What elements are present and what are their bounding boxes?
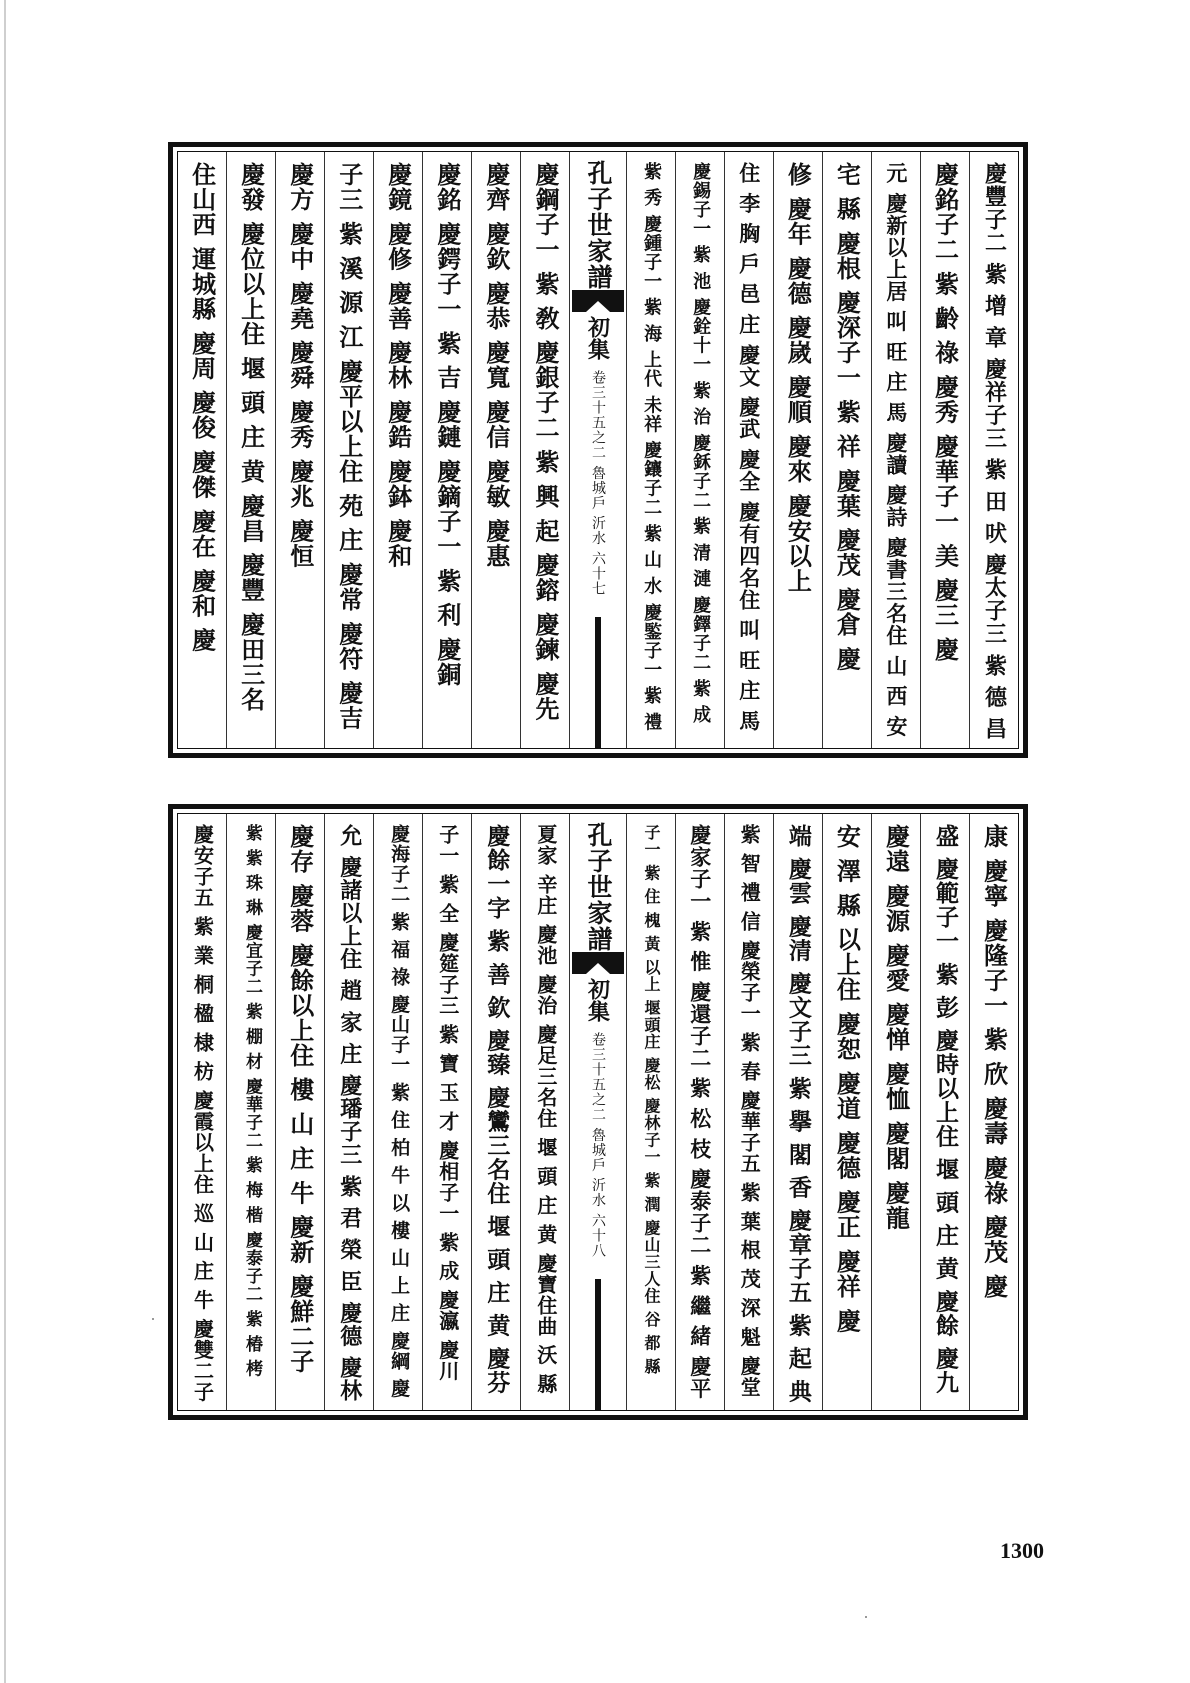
column-text: 端 慶雲 慶清 慶文子三 紫 擧 閣 香 慶章子五 紫 起 典: [784, 824, 812, 1404]
text-column: [969, 814, 1018, 1410]
column-text: 子一 紫 全 慶筵子三 紫 寶 玉 才 慶相子一 紫 成 慶瀛 慶川: [435, 824, 460, 1382]
text-column: [178, 814, 226, 1410]
text-column: [373, 814, 422, 1410]
text-column: [920, 814, 969, 1410]
text-column: [822, 152, 871, 748]
text-column: [822, 814, 871, 1410]
text-column: [275, 814, 324, 1410]
top-columns: [178, 152, 1018, 748]
text-column: [773, 814, 822, 1410]
text-column: [969, 152, 1018, 748]
text-column: [520, 152, 569, 748]
column-text: 紫 紫 珠 琳 慶宜子二 紫 棚 材 慶華子二 紫 梅 楷 慶泰子二 紫 椿 栲: [241, 824, 262, 1378]
text-column: [226, 814, 275, 1410]
column-text: 元 慶新以上居 叫 旺 庄 馬 慶讀 慶詩 慶書三名住 山 西 安: [883, 162, 909, 738]
column-text: 慶鏡 慶修 慶善 慶林 慶鋯 慶鉢 慶和: [383, 162, 413, 569]
text-column: [422, 814, 471, 1410]
column-text: 康 慶寧 慶隆子一 紫 欣 慶壽 慶祿 慶茂 慶: [979, 824, 1009, 1299]
column-text: 慶齊 慶欽 慶恭 慶寬 慶信 慶敏 慶惠: [481, 162, 511, 569]
bottom-genealogy-page: [168, 804, 1028, 1420]
text-column: [871, 814, 920, 1410]
column-text: 慶遠 慶源 慶愛 慶惮 慶恤 慶閣 慶龍: [881, 824, 911, 1231]
text-column: [422, 152, 471, 748]
text-column: [724, 814, 773, 1410]
volume-label: 卷三十五之二 魯城戶 沂水 六十八: [590, 1032, 606, 1259]
scan-speck: [865, 1616, 867, 1618]
text-column: [675, 814, 724, 1410]
column-text: 慶豐子二 紫 增 章 慶祥子三 紫 田 吠 慶太子三 紫 德 昌: [981, 162, 1008, 741]
volume-label: 卷三十五之二 魯城戶 沂水 六十七: [590, 370, 606, 597]
text-column: [178, 152, 226, 748]
text-column: [626, 814, 675, 1410]
text-column: [520, 814, 569, 1410]
center-spine-column: [569, 814, 625, 1410]
collection-label: 初集: [584, 316, 611, 360]
column-text: 慶發 慶位以上住 堰 頭 庄 黄 慶昌 慶豐 慶田三名: [236, 162, 266, 712]
column-text: 慶銘子二 紫 齡 祿 慶秀 慶華子一 美 慶三 慶: [930, 162, 960, 662]
text-column: [471, 152, 520, 748]
spine-bar: [595, 1279, 601, 1410]
text-column: [471, 814, 520, 1410]
column-text: 慶家子一 紫 惟 慶還子二 紫 松 枝 慶泰子二 紫 繼 緒 慶平: [687, 824, 713, 1400]
text-column: [373, 152, 422, 748]
column-text: 安 澤 縣 以上住 慶恕 慶道 慶德 慶正 慶祥 慶: [832, 824, 862, 1334]
top-genealogy-page: [168, 142, 1028, 758]
text-column: [626, 152, 675, 748]
text-column: [871, 152, 920, 748]
spine-bar: [595, 617, 601, 748]
text-column: [324, 814, 373, 1410]
column-text: 紫 秀 慶鍾子一 紫 海 上代 未祥 慶鑲子二 紫 山 水 慶鍳子一 紫 禮: [641, 162, 663, 732]
text-column: [773, 152, 822, 748]
column-text: 夏家 辛庄 慶池 慶治 慶足三名住 堰 頭 庄 黄 慶寶住曲 沃 縣: [533, 824, 558, 1395]
column-text: 慶海子二 紫 福 祿 慶山子一 紫 住 柏 牛 以 樓 山 上 庄 慶綱 慶: [388, 824, 411, 1399]
column-text: 修 慶年 慶德 慶嵗 慶順 慶來 慶安以上: [783, 162, 813, 594]
column-text: 紫 智 禮 信 慶榮子一 紫 春 慶華子五 紫 葉 根 茂 深 魁 慶堂: [737, 824, 762, 1398]
column-text: 子一 紫 住 槐 黃 以上 堰頭庄 慶松 慶林子一 紫 潤 慶山三人住 谷 都 縣: [642, 824, 662, 1375]
collection-label: 初集: [584, 978, 611, 1022]
text-column: [324, 152, 373, 748]
scan-speck: [152, 1318, 154, 1320]
column-text: 慶銘 慶鍔子一 紫 吉 慶鏈 慶鏑子一 紫 利 慶銅: [432, 162, 462, 687]
book-title: 孔子世家譜: [584, 160, 613, 290]
center-spine-column: [569, 152, 625, 748]
column-text: 子三 紫 溪 源 江 慶平以上住 苑 庄 慶常 慶符 慶吉: [334, 162, 364, 731]
column-text: 慶方 慶中 慶堯 慶舜 慶秀 慶兆 慶恒: [285, 162, 315, 569]
text-column: [724, 152, 773, 748]
text-column: [920, 152, 969, 748]
page-edge-line: [4, 0, 6, 1683]
column-text: 慶鋼子一 紫 敎 慶銀子二 紫 興 起 慶鎔 慶鍊 慶先: [530, 162, 560, 722]
text-column: [226, 152, 275, 748]
bottom-columns: [178, 814, 1018, 1410]
column-text: 宅 縣 慶根 慶深子一 紫 祥 慶葉 慶茂 慶倉 慶: [832, 162, 862, 672]
fishtail-mark: [572, 952, 623, 974]
text-column: [275, 152, 324, 748]
book-title: 孔子世家譜: [584, 822, 613, 952]
column-text: 住山西 運城縣 慶周 慶俊 慶傑 慶在 慶和 慶: [187, 162, 217, 653]
column-text: 慶存 慶蓉 慶餘以上住 樓 山 庄 牛 慶新 慶鮮二子: [285, 824, 315, 1374]
column-text: 盛 慶範子一 紫 彭 慶時以上住 堰 頭 庄 黄 慶餘 慶九: [931, 824, 959, 1395]
column-text: 慶錫子一 紫 池 慶銓十一 紫 治 慶鉌子二 紫 清 漣 慶鐸子二 紫 成: [690, 162, 712, 725]
text-column: [675, 152, 724, 748]
column-text: 允 慶諸以上住 趙 家 庄 慶璠子三 紫 君 榮 臣 慶德 慶林: [336, 824, 363, 1403]
column-text: 慶餘一字 紫 善 欽 慶臻 慶鸞三名住 堰 頭 庄 黄 慶芬: [483, 824, 511, 1395]
fishtail-mark: [572, 290, 623, 312]
page-number: 1300: [1000, 1538, 1044, 1563]
column-text: 住 李 胸 戶 邑 庄 慶文 慶武 慶全 慶有四名住 叫 旺 庄 馬: [736, 162, 762, 733]
column-text: 慶安子五 紫 業 桐 楹 棣 枋 慶霞以上住 巡 山 庄 牛 慶雙二子: [190, 824, 215, 1403]
